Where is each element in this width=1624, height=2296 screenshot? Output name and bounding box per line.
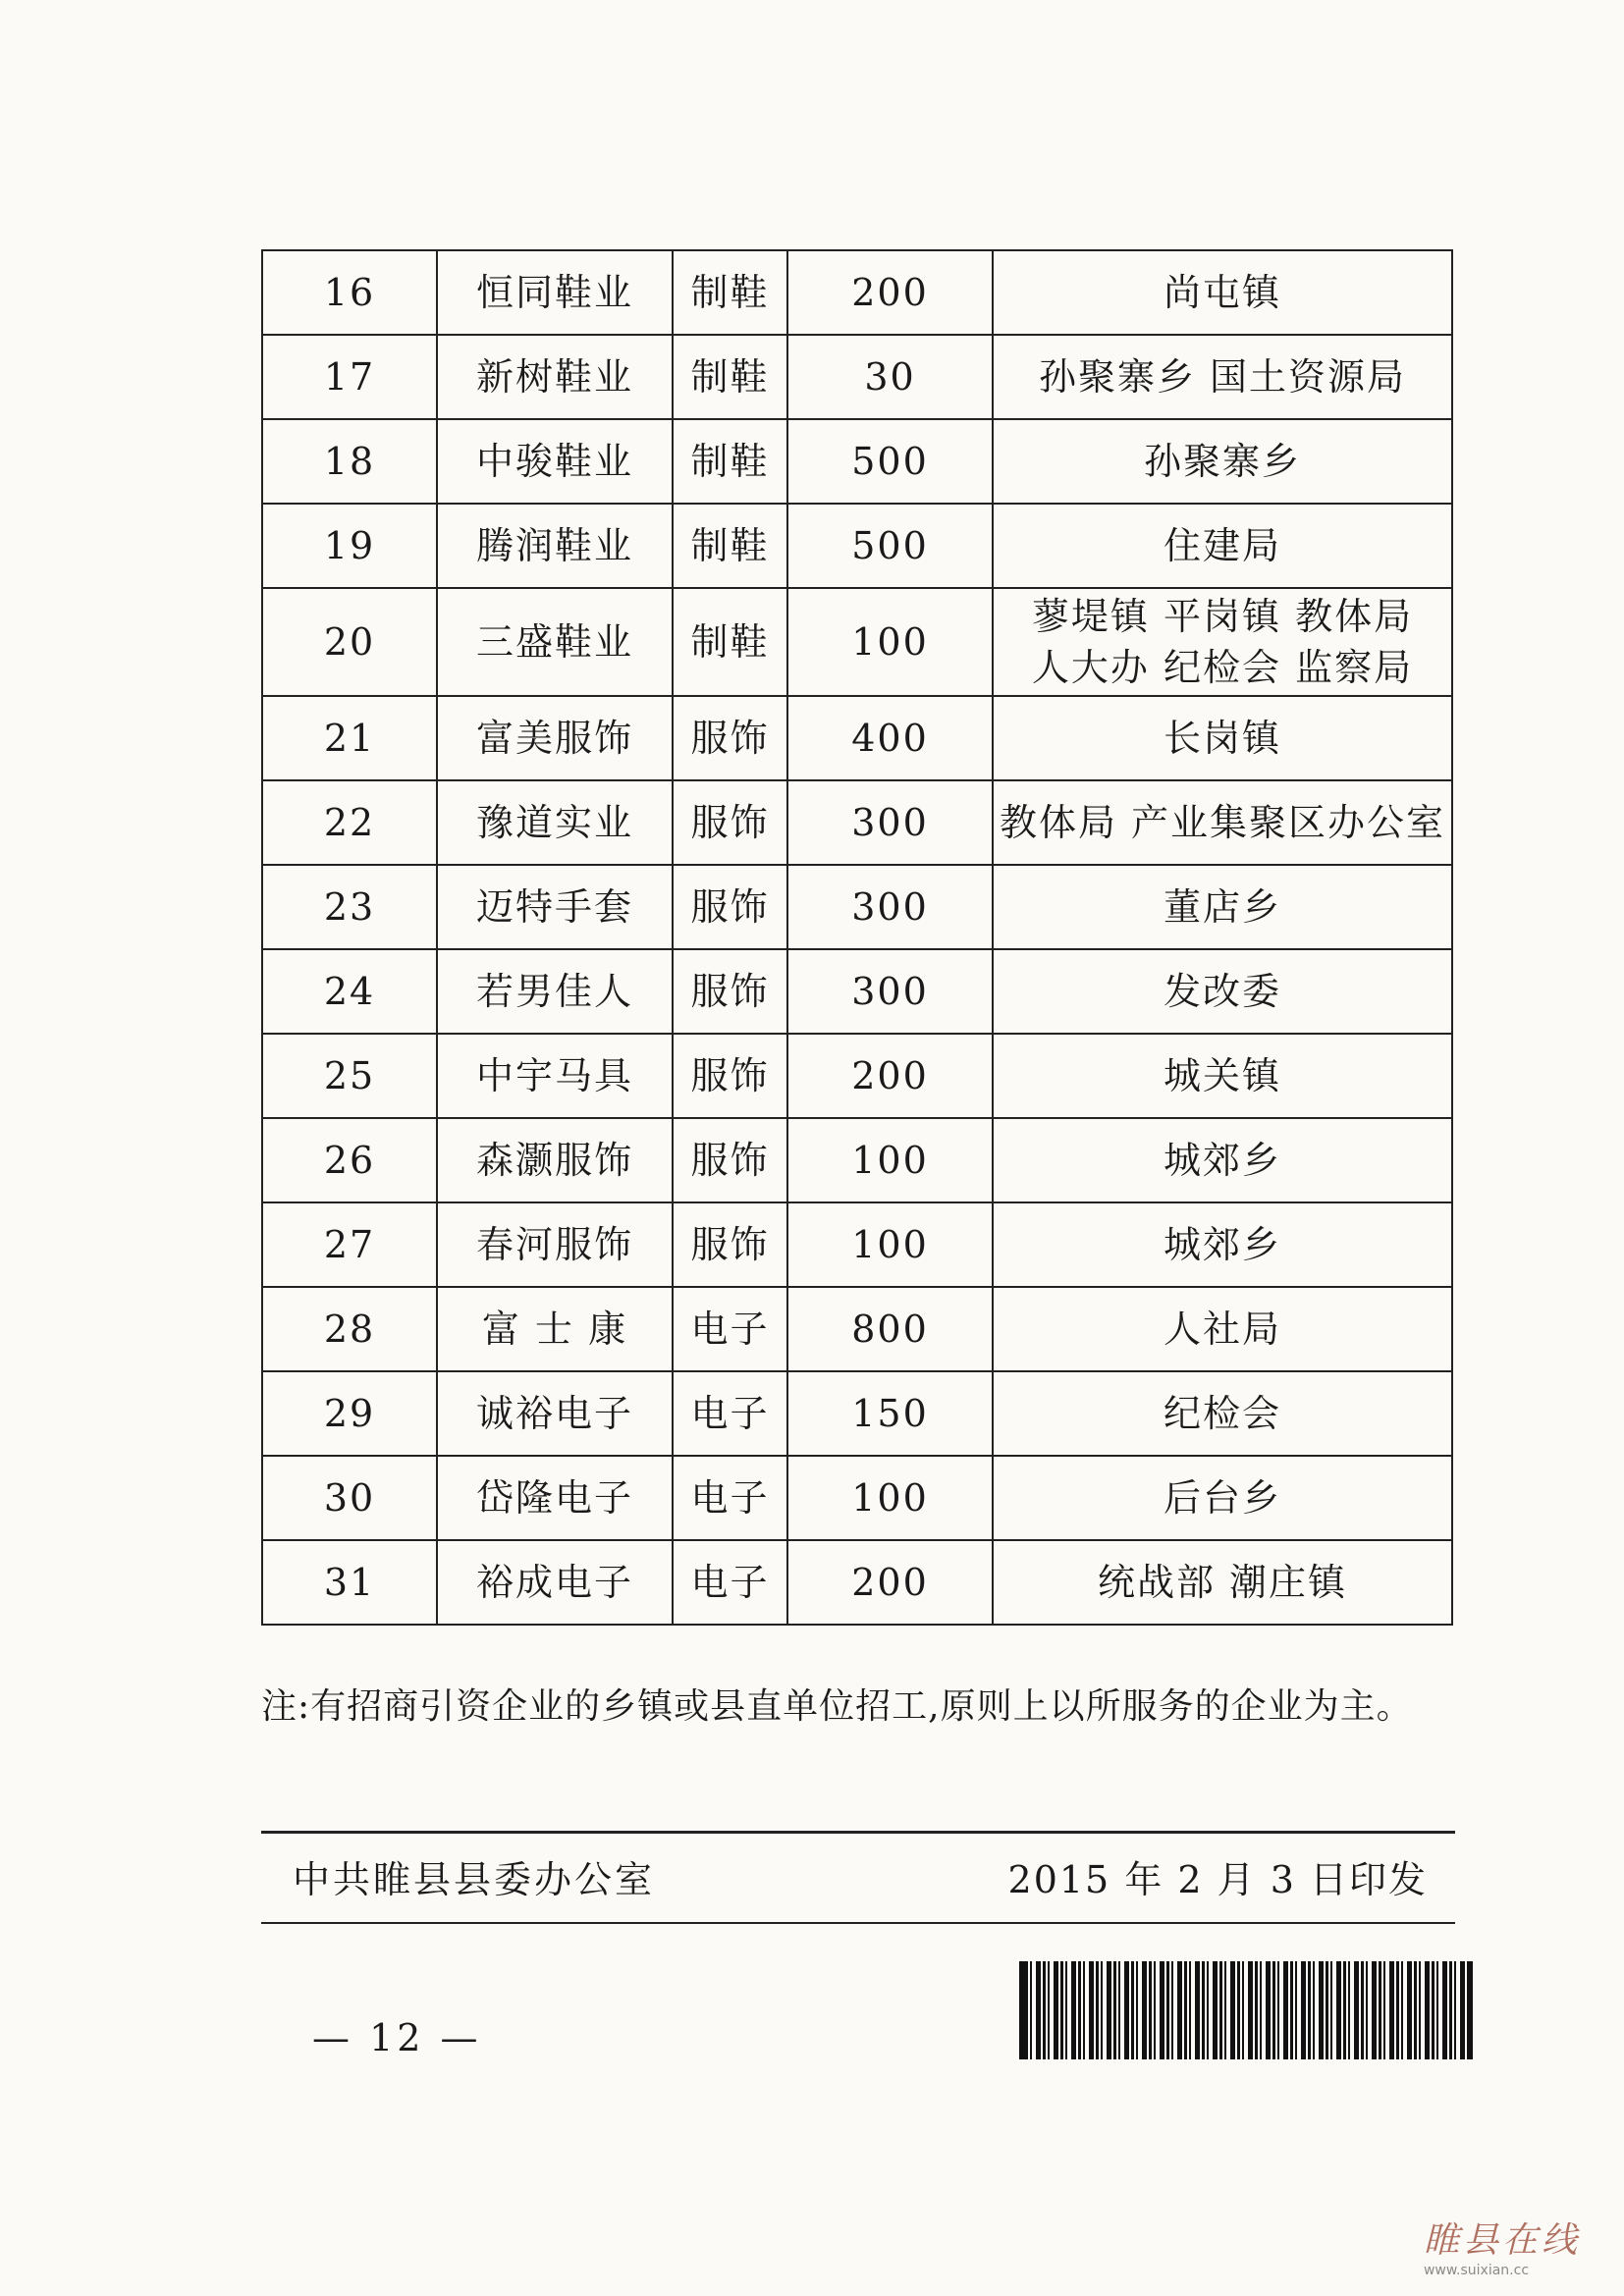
industry-type: 服饰 xyxy=(673,1118,787,1202)
worker-count: 150 xyxy=(787,1371,993,1456)
table-row xyxy=(262,1202,1452,1287)
responsible-unit-line: 统战部 潮庄镇 xyxy=(1097,1561,1348,1604)
footer-bottom-rule xyxy=(261,1922,1455,1924)
enterprise-name: 迈特手套 xyxy=(437,865,673,949)
enterprise-name: 富美服饰 xyxy=(437,696,673,780)
table-note: 注:有招商引资企业的乡镇或县直单位招工,原则上以所服务的企业为主。 xyxy=(261,1686,1413,1727)
industry-type: 制鞋 xyxy=(673,250,787,335)
responsible-unit-line: 长岗镇 xyxy=(1163,717,1281,760)
row-number: 22 xyxy=(262,780,437,865)
responsible-units xyxy=(993,1202,1452,1287)
row-number: 17 xyxy=(262,335,437,419)
industry-type: 服饰 xyxy=(673,696,787,780)
issuer-name: 中共睢县县委办公室 xyxy=(293,1858,656,1901)
worker-count: 300 xyxy=(787,780,993,865)
worker-count: 100 xyxy=(787,1202,993,1287)
responsible-units xyxy=(993,335,1452,419)
responsible-unit-line: 发改委 xyxy=(1163,970,1281,1013)
worker-count: 100 xyxy=(787,1118,993,1202)
worker-count: 200 xyxy=(787,1540,993,1625)
worker-count: 100 xyxy=(787,1456,993,1540)
row-number: 23 xyxy=(262,865,437,949)
row-number: 16 xyxy=(262,250,437,335)
worker-count: 500 xyxy=(787,504,993,588)
responsible-unit-line: 城郊乡 xyxy=(1163,1139,1281,1182)
enterprise-name: 新树鞋业 xyxy=(437,335,673,419)
responsible-units xyxy=(993,1287,1452,1371)
enterprise-name: 裕成电子 xyxy=(437,1540,673,1625)
enterprise-name: 中骏鞋业 xyxy=(437,419,673,504)
table-row xyxy=(262,504,1452,588)
table-row xyxy=(262,335,1452,419)
enterprise-name: 森灏服饰 xyxy=(437,1118,673,1202)
row-number: 28 xyxy=(262,1287,437,1371)
enterprise-name: 春河服饰 xyxy=(437,1202,673,1287)
worker-count: 500 xyxy=(787,419,993,504)
table-row xyxy=(262,949,1452,1034)
responsible-units xyxy=(993,1034,1452,1118)
responsible-unit-line: 人大办 纪检会 监察局 xyxy=(1031,646,1414,689)
responsible-units xyxy=(993,696,1452,780)
responsible-units xyxy=(993,504,1452,588)
worker-count: 300 xyxy=(787,865,993,949)
row-number: 19 xyxy=(262,504,437,588)
industry-type: 服饰 xyxy=(673,865,787,949)
table-row xyxy=(262,1456,1452,1540)
table-row xyxy=(262,780,1452,865)
responsible-units xyxy=(993,250,1452,335)
row-number: 26 xyxy=(262,1118,437,1202)
table-row xyxy=(262,1287,1452,1371)
page-number: — 12 — xyxy=(312,2016,482,2059)
industry-type: 制鞋 xyxy=(673,588,787,696)
responsible-unit-line: 教体局 产业集聚区办公室 xyxy=(999,801,1446,844)
row-number: 18 xyxy=(262,419,437,504)
worker-count: 800 xyxy=(787,1287,993,1371)
table-row xyxy=(262,250,1452,335)
enterprise-name: 富 士 康 xyxy=(437,1287,673,1371)
barcode-image xyxy=(1019,1961,1473,2059)
industry-type: 电子 xyxy=(673,1540,787,1625)
row-number: 25 xyxy=(262,1034,437,1118)
row-number: 27 xyxy=(262,1202,437,1287)
industry-type: 电子 xyxy=(673,1287,787,1371)
worker-count: 200 xyxy=(787,250,993,335)
enterprise-name: 若男佳人 xyxy=(437,949,673,1034)
industry-type: 制鞋 xyxy=(673,419,787,504)
row-number: 20 xyxy=(262,588,437,696)
enterprise-name: 豫道实业 xyxy=(437,780,673,865)
responsible-units xyxy=(993,949,1452,1034)
table-row xyxy=(262,865,1452,949)
site-watermark xyxy=(1424,2213,1581,2278)
enterprise-name: 恒同鞋业 xyxy=(437,250,673,335)
table-row xyxy=(262,1371,1452,1456)
responsible-units xyxy=(993,865,1452,949)
industry-type: 电子 xyxy=(673,1371,787,1456)
industry-type: 服饰 xyxy=(673,1202,787,1287)
row-number: 24 xyxy=(262,949,437,1034)
enterprise-name: 腾润鞋业 xyxy=(437,504,673,588)
table-row xyxy=(262,419,1452,504)
enterprise-name: 岱隆电子 xyxy=(437,1456,673,1540)
issue-date: 2015 年 2 月 3 日印发 xyxy=(1007,1858,1428,1901)
responsible-units xyxy=(993,1540,1452,1625)
enterprise-name: 诚裕电子 xyxy=(437,1371,673,1456)
table-body xyxy=(262,250,1452,1625)
worker-count: 30 xyxy=(787,335,993,419)
responsible-units xyxy=(993,419,1452,504)
responsible-units xyxy=(993,1118,1452,1202)
responsible-unit-line: 孙聚寨乡 xyxy=(1143,440,1301,483)
enterprise-table xyxy=(261,249,1453,1626)
responsible-unit-line: 董店乡 xyxy=(1163,885,1281,929)
industry-type: 服饰 xyxy=(673,780,787,865)
responsible-units xyxy=(993,588,1452,696)
footer-top-rule xyxy=(261,1831,1455,1834)
table-row xyxy=(262,696,1452,780)
responsible-unit-line: 人社局 xyxy=(1163,1308,1281,1351)
watermark-url: www.suixian.cc xyxy=(1423,2263,1530,2278)
industry-type: 电子 xyxy=(673,1456,787,1540)
responsible-unit-line: 纪检会 xyxy=(1163,1392,1281,1435)
table-row xyxy=(262,1118,1452,1202)
responsible-units xyxy=(993,1371,1452,1456)
industry-type: 制鞋 xyxy=(673,504,787,588)
responsible-units xyxy=(993,780,1452,865)
industry-type: 制鞋 xyxy=(673,335,787,419)
responsible-unit-line: 蓼堤镇 平岗镇 教体局 xyxy=(1031,595,1414,638)
worker-count: 300 xyxy=(787,949,993,1034)
responsible-unit-line: 住建局 xyxy=(1163,524,1281,567)
table-row xyxy=(262,1540,1452,1625)
row-number: 31 xyxy=(262,1540,437,1625)
responsible-unit-line: 后台乡 xyxy=(1163,1476,1281,1520)
table-row xyxy=(262,1034,1452,1118)
watermark-text: 睢县在线 xyxy=(1423,2220,1581,2261)
table-row xyxy=(262,588,1452,696)
worker-count: 200 xyxy=(787,1034,993,1118)
row-number: 21 xyxy=(262,696,437,780)
industry-type: 服饰 xyxy=(673,1034,787,1118)
enterprise-name: 中宇马具 xyxy=(437,1034,673,1118)
row-number: 30 xyxy=(262,1456,437,1540)
industry-type: 服饰 xyxy=(673,949,787,1034)
enterprise-name: 三盛鞋业 xyxy=(437,588,673,696)
worker-count: 100 xyxy=(787,588,993,696)
responsible-unit-line: 城郊乡 xyxy=(1163,1223,1281,1266)
row-number: 29 xyxy=(262,1371,437,1456)
responsible-unit-line: 城关镇 xyxy=(1163,1054,1281,1097)
responsible-unit-line: 孙聚寨乡 国土资源局 xyxy=(1038,355,1407,399)
worker-count: 400 xyxy=(787,696,993,780)
responsible-units xyxy=(993,1456,1452,1540)
responsible-unit-line: 尚屯镇 xyxy=(1163,271,1281,314)
